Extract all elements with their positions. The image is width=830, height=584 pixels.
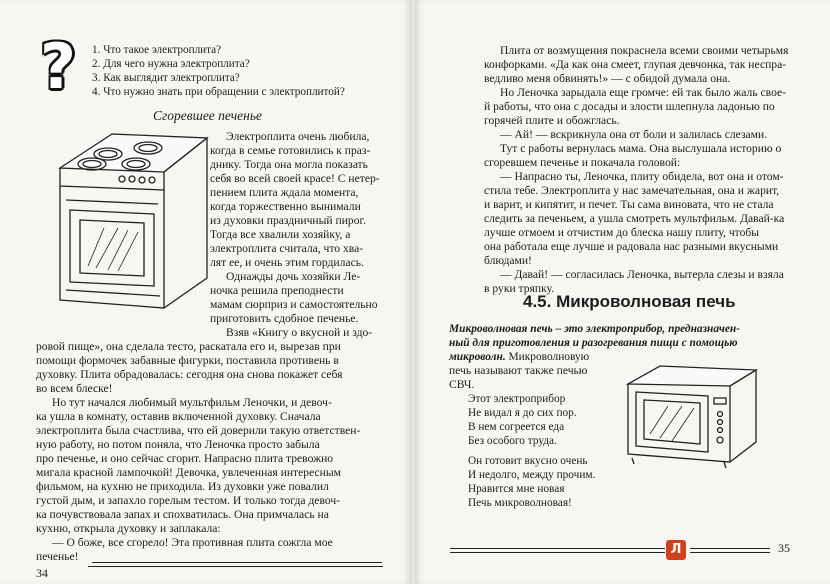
text-line: из духовки праздничный пирог. [210,214,366,227]
text-line: пением плита ждала момента, [210,186,359,199]
text-line: ровой пище», она сделала тесто, раскатала его и, вырезав при [36,340,341,353]
left-page [0,0,412,584]
text-line: приготовить сдобное печенье. [210,312,359,325]
definition-line: микроволн. [449,351,506,363]
footer-rule [690,548,770,549]
text-line: мигала красной лампочкой! Девочка, увлеченная интересным [36,466,341,479]
question-2: 2. Для чего нужна электроплита? [92,58,250,70]
text-line: духовку. Плита обрадовалась: сегодня она снова покажет себя [36,368,343,381]
story-title: Сгоревшее печенье [153,108,263,123]
text-line: электроплита считала, что хва- [210,242,364,255]
text-line: печь называют также печью [449,364,588,377]
text-line: фильмом, на кухню не приходила. Из духовки уже повалил [36,480,329,493]
text-line: следить за печеньем, а ушла смотреть мультфильм. Давай-ка [484,212,785,225]
question-1: 1. Что такое электроплита? [92,44,222,56]
text-line: стила тебе. Электроплита у нас замечательная, она и жарит, [484,184,780,197]
footer-rule [92,562,382,563]
text-line: кухню, открыла духовку и заплакала: [36,522,221,535]
poem-line: Этот электроприбор [468,393,566,405]
text-line: блюдами! [484,254,532,267]
electric-stove-illustration [52,128,212,314]
text-line: и варит, и кипятит, и печет. Ты сама виновата, что не стала [484,198,774,211]
text-line: горячей плите и обожглась. [484,114,620,127]
text-line: мамам сюрприз и самостоятельно [210,298,378,311]
text-line: й работы, что она с досады и злости шлепнула ладонью по [484,100,775,113]
text-line: во всем блеске! [36,382,113,395]
page-number: 34 [36,566,48,580]
text-line: ную работу, но потом поняла, что Леночка просто забыла [36,438,320,451]
text-line: — Ай! — вскрикнула она от боли и залилась слезами. [500,128,768,141]
text-line: Но тут начался любимый мультфильм Леночки, и девоч- [52,396,332,409]
text-line: ка ушла в комнату, оставив включенной духовку. Сначала [36,410,321,423]
text-line: сгоревшем печенье и покачала головой: [484,156,681,169]
poem-line: Он готовит вкусно очень [468,455,588,467]
text-line: Однажды дочь хозяйки Ле- [226,270,361,283]
text-line: — Напрасно ты, Леночка, плиту обидела, вот она и отом- [500,170,784,183]
text-line: в руки тряпку. [484,282,555,295]
poem-line: В нем согреется еда [468,421,565,433]
text-line: — О боже, все сгорело! Эта противная плита сожгла мое [52,536,333,549]
question-3: 3. Как выглядит электроплита? [92,72,240,84]
text-line: Микроволновую [505,351,590,363]
watermark-logo-icon: Л [666,540,686,560]
footer-rule [88,566,383,567]
text-line: помощи формочек забавные фигурки, поставила противень в [36,354,339,367]
footer-rule [450,548,665,549]
text-line: печенье! [36,550,79,563]
text-line: Тогда все хвалили хозяйку, а [210,228,351,241]
text-line: лят ее, и очень этим гордилась. [210,256,364,269]
text-line: ка почувствовала запах и спохватилась. Она примчалась на [36,508,329,521]
text-line: днику. Тогда она могла показать [210,158,368,171]
definition-line: Микроволновая печь – это электроприбор, предназначен- [449,323,741,335]
text-line: СВЧ. [449,378,475,391]
page-number: 35 [778,541,790,555]
question-mark-icon: ? [40,30,76,103]
poem-line: Нравится мне новая [468,483,565,495]
text-line: Взяв «Книгу о вкусной и здо- [226,326,373,339]
text-line: густой дым, и запахло горелым тестом. И только тогда девоч- [36,494,341,507]
poem-line: Печь микроволновая! [468,497,572,509]
definition-line: ный для приготовления и разогревания пищи с помощью [449,337,738,349]
text-line: Плита от возмущения покраснела всеми своими четырьмя [500,44,789,57]
text-line: электроплита была счастлива, что ей доверили такую ответствен- [36,424,361,437]
text-line: конфорками. «Да как она смеет, глупая девчонка, так неспра- [484,58,787,71]
text-line: ночка решила преподнести [210,284,344,297]
text-line: когда в семье готовились к праз- [210,144,371,157]
poem-line: И недолго, между прочим. [468,469,596,481]
text-line: себя во всей своей красе! С нетер- [210,172,380,185]
text-line: она работала еще лучше и радовала нас разными вкусными [484,240,779,253]
footer-rule [450,552,665,553]
text-line: лучше отмоем и отчистим до блеска нашу плиту, чтобы [484,226,760,239]
footer-rule [690,552,770,553]
text-line: ведливо меня обвинять!» — с обидой думала она. [484,72,731,85]
poem-line: Без особого труда. [468,435,557,447]
text-line: Тут с работы вернулась мама. Она выслушала историю о [500,142,782,155]
section-title: 4.5. Микроволновая печь [523,292,736,311]
text-line: Электроплита очень любила, [226,130,370,143]
text-line: Но Леночка зарыдала еще громче: ей так было жаль свое- [500,86,787,99]
microwave-illustration [620,362,760,470]
question-4: 4. Что нужно знать при обращении с электроплитой? [92,86,345,98]
definition-last-line [449,350,589,364]
text-line: когда торжественно вынимали [210,200,361,213]
text-line: — Давай! — согласилась Леночка, вытерла слезы и взяла [500,268,784,281]
poem-line: Не видал я до сих пор. [468,407,577,419]
text-line: про печенье, и оно сейчас сгорит. Напрасно плита тревожно [36,452,334,465]
